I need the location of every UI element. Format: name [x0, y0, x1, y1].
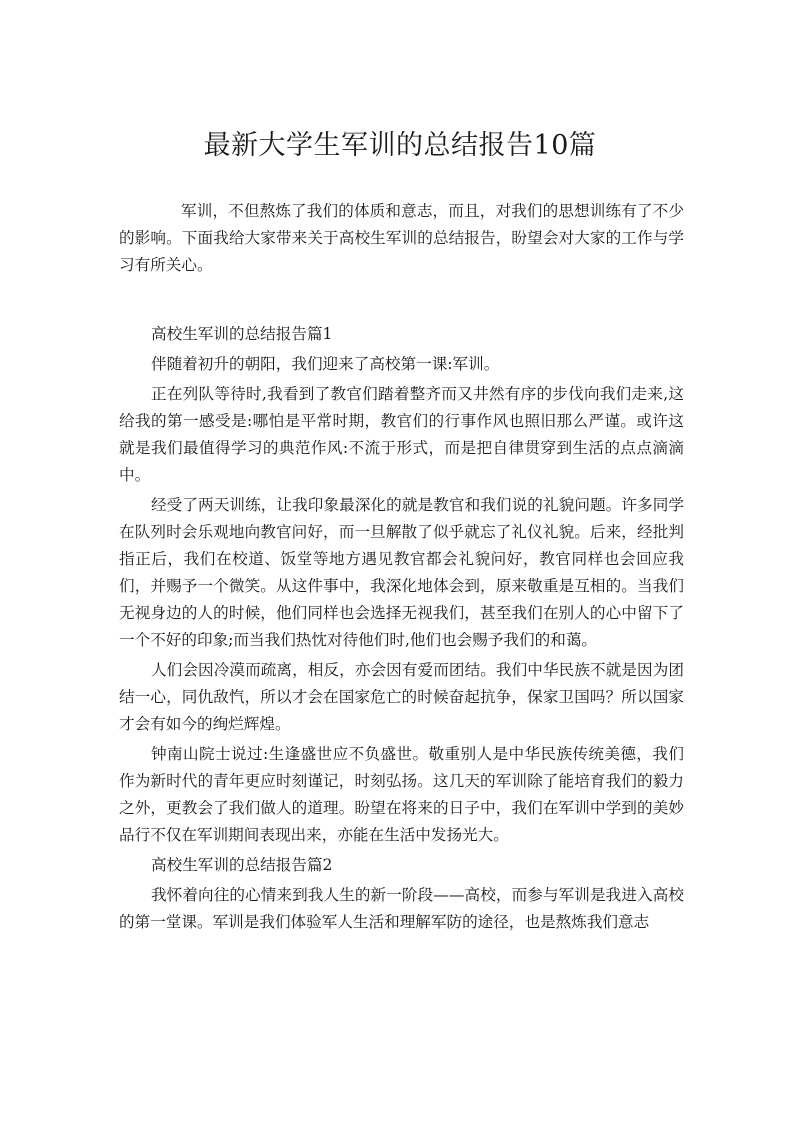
section-1-paragraph-1: 伴随着初升的朝阳，我们迎来了高校第一课:军训。	[151, 355, 500, 373]
intro-block	[119, 198, 684, 279]
section-heading-1: 高校生军训的总结报告篇1	[151, 325, 333, 343]
section-1-paragraph-2: 正在列队等待时,我看到了教官们踏着整齐而又井然有序的步伐向我们走来,这给我的第一感受是:哪怕是平常时期，教官们的行事作风也照旧那么严谨。或许这就是我们最值得学习的典范作风:不流于形式，而是把自律贯穿到生活的点点滴滴中。	[119, 385, 684, 484]
section-1-paragraph-5: 钟南山院士说过:生逢盛世应不负盛世。敬重别人是中华民族传统美德，我们作为新时代的青年更应时刻谨记，时刻弘扬。这几天的军训除了能培育我们的毅力之外，更教会了我们做人的道理。盼望在将来的日子中，我们在军训中学到的美妙品行不仅在军训期间表现出来，亦能在生活中发扬光大。	[119, 745, 684, 844]
body-block	[119, 321, 684, 939]
section-2-paragraph-1: 我怀着向往的心情来到我人生的新一阶段——高校，而参与军训是我进入高校的第一堂课。军训是我们体验军人生活和理解军防的途径，也是熬炼我们意志	[119, 886, 684, 931]
document-title: 最新大学生军训的总结报告10篇	[203, 130, 597, 161]
section-1-paragraph-4: 人们会因冷漠而疏离，相反，亦会因有爱而团结。我们中华民族不就是因为团结一心，同仇敌忾，所以才会在国家危亡的时候奋起抗争，保家卫国吗？所以国家才会有如今的绚烂辉煌。	[119, 661, 684, 733]
intro-paragraph: 军训，不但熬炼了我们的体质和意志，而且，对我们的思想训练有了不少的影响。下面我给大家带来关于高校生军训的总结报告，盼望会对大家的工作与学习有所关心。	[119, 202, 684, 274]
section-1-paragraph-3: 经受了两天训练，让我印象最深化的就是教官和我们说的礼貌问题。许多同学在队列时会乐观地向教官问好，而一旦解散了似乎就忘了礼仪礼貌。后来，经批判指正后，我们在校道、饭堂等地方遇见教官都会礼貌问好，教官同样也会回应我们，并赐予一个微笑。从这件事中，我深化地体会到，原来敬重是互相的。当我们无视身边的人的时候，他们同样也会选择无视我们，甚至我们在别人的心中留下了一个不好的印象;而当我们热忱对待他们时,他们也会赐予我们的和蔼。	[119, 496, 684, 649]
section-heading-2: 高校生军训的总结报告篇2	[151, 856, 333, 874]
